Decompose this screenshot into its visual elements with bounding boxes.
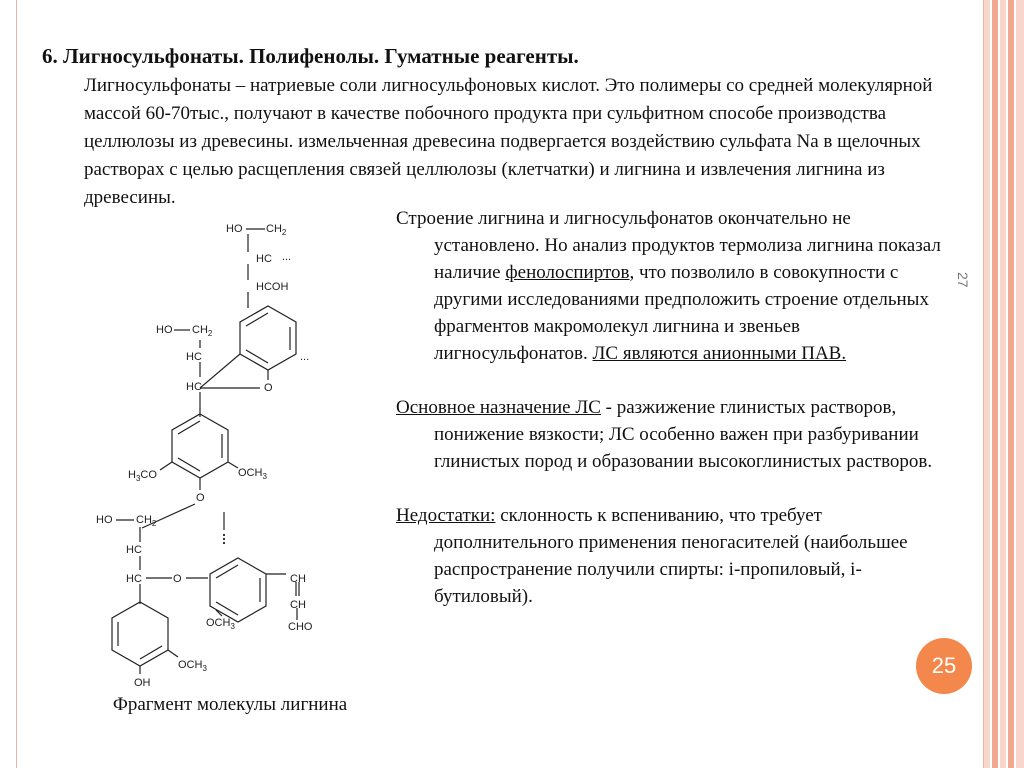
ch2-label-1: $CH_2$ [266,223,287,237]
hc-label-1: HC [256,253,272,265]
ho-label-2: HO [156,324,173,336]
hc-label-5: HC [126,573,142,585]
aryl-ether-o-label: O [173,573,182,585]
anionic-surfactant-note: ЛС являются анионными ПАВ. [592,343,847,364]
och3-label-1: $OCH_3$ [238,467,267,481]
drawbacks-label: Недостатки: [396,505,496,526]
furan-o-label: O [264,382,273,394]
slide-number-badge: 25 [916,638,972,694]
hc-label-4: HC [126,544,142,556]
purpose-text: - разжижение глинистых растворов, понижение вязкости; ЛС особенно важен при разбуривании глинистых пород и образовании высокоглинистых растворов. [434,397,933,472]
right-column [396,205,941,637]
ring-dots: ... [300,351,310,363]
diagram-caption: Фрагмент молекулы лигнина [112,694,348,715]
cho-label: CHO [288,621,313,633]
slide-title: 6. Лигносульфонаты. Полифенолы. Гуматные реагенты. [42,44,579,68]
lignin-structure-diagram [90,212,330,687]
purpose-label: Основное назначение ЛС [396,397,601,418]
oh-label: OH [134,677,151,687]
ch2-label-3: $CH_2$ [136,514,157,528]
hc-label-2: HC [186,351,202,363]
och3-label-2: $OCH_3$ [206,617,235,631]
ether-o-label: O [196,492,205,504]
och3-label-3: $OCH_3$ [178,659,207,673]
structure-text-cont: , что позволило в совокупности с другими исследованиями предположить строение отдельных фрагментов макромолекул лигнина и звеньев лигносульфонатов. [434,262,929,364]
structure-paragraph [396,205,941,367]
drawbacks-paragraph [396,502,941,610]
structure-text: Строение лигнина и лигносульфонатов окончательно не установлено. Но анализ продуктов термолиза лигнина показал наличие [396,208,941,283]
chain-dots-1: ... [282,251,292,263]
ch-label-2: CH [290,599,306,611]
side-page-number: 27 [955,272,971,288]
decorative-stripes [984,0,1024,768]
purpose-paragraph [396,394,941,475]
h3co-label: $H_3CO$ [128,469,157,483]
hcoh-label: HCOH [256,281,289,293]
ho-label-3: HO [96,514,113,526]
hc-label-3: HC [186,381,202,393]
drawbacks-text: склонность к вспениванию, что требует дополнительного применения пеногасителей (наибольшее распространение получили спирты: i-пропиловый, i-бутиловый). [434,505,908,607]
intro-paragraph: Лигносульфонаты – натриевые соли лигносульфоновых кислот. Это полимеры со средней молекулярной массой 60-70тыс., получают в качестве побочного продукта при сульфитном способе производства целлюлозы из древесины. измельченная древесина подвергается воздействию сульфата Na в щелочных растворах с целью расщепления связей целлюлозы (клетчатки) и лигнина и извлечения лигнина из древесины. [84,75,933,208]
ho-label-1: HO [226,223,243,235]
ch2-label-2: $CH_2$ [192,324,213,338]
ch-label-1: CH [290,573,306,585]
phenol-alcohols-link: фенолоспиртов [505,262,630,283]
